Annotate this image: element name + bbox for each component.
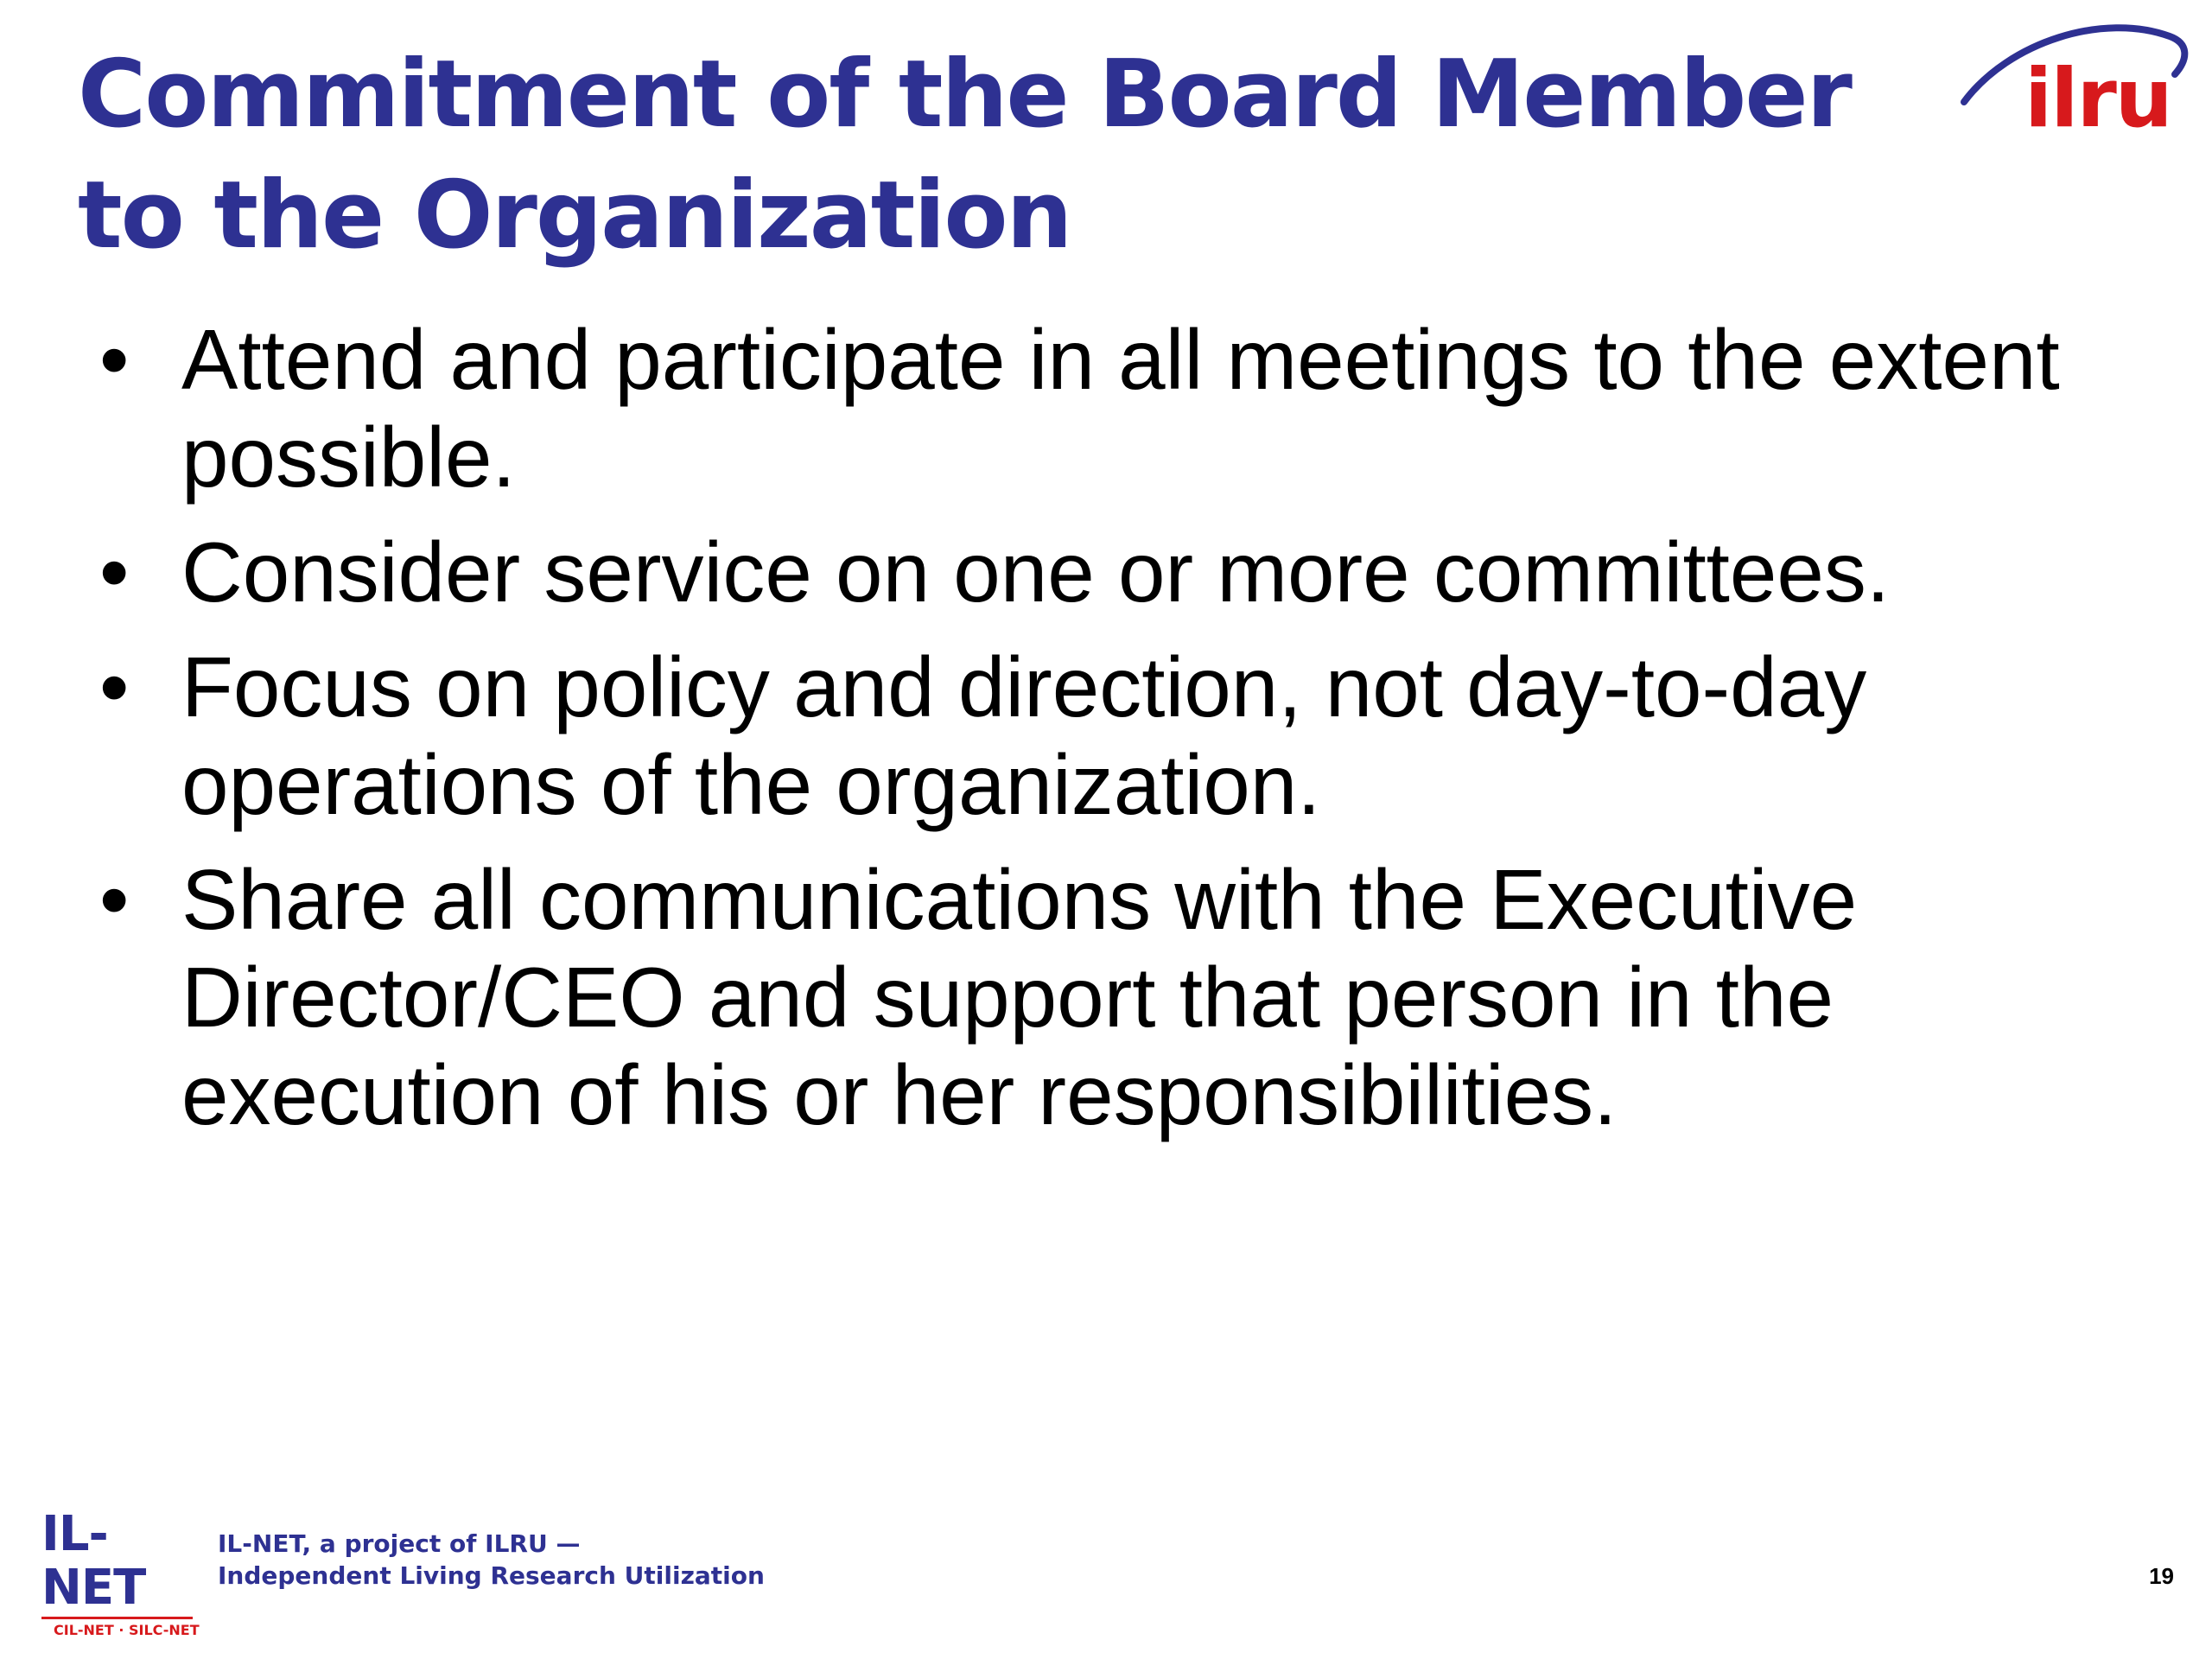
logo-text: ilru xyxy=(2024,52,2171,146)
footer-credit xyxy=(218,1528,765,1592)
slide-title: Commitment of the Board Member to the Organization xyxy=(78,41,1851,270)
bullet-text: Consider service on one or more committees. xyxy=(181,524,1891,620)
bullet-item xyxy=(86,311,2195,506)
bullet-text: Focus on policy and direction, not day-to-day operations of the organization. xyxy=(181,639,1867,832)
bullet-marker: • xyxy=(99,639,130,734)
bullet-item xyxy=(86,639,2195,834)
bullet-marker: • xyxy=(99,524,130,620)
bullet-marker: • xyxy=(99,312,130,407)
footer-line-2: Independent Living Research Utilization xyxy=(218,1561,765,1590)
bullet-item xyxy=(86,851,2195,1144)
bullet-text: Attend and participate in all meetings to the extent possible. xyxy=(181,312,2060,505)
page-number: 19 xyxy=(2149,1563,2174,1589)
il-net-subbrand: CIL-NET · SILC-NET xyxy=(54,1622,200,1638)
bullet-marker: • xyxy=(99,852,130,947)
il-net-logo xyxy=(41,1506,200,1638)
bullet-text: Share all communications with the Executive Director/CEO and support that person in the execution of his or her responsibilities. xyxy=(181,852,1858,1142)
footer-line-1: IL-NET, a project of ILRU — xyxy=(218,1529,581,1558)
il-net-brand: IL-NET xyxy=(41,1506,146,1616)
bullet-list xyxy=(86,311,2195,1161)
ilru-logo xyxy=(1957,17,2190,147)
bullet-item xyxy=(86,524,2195,621)
